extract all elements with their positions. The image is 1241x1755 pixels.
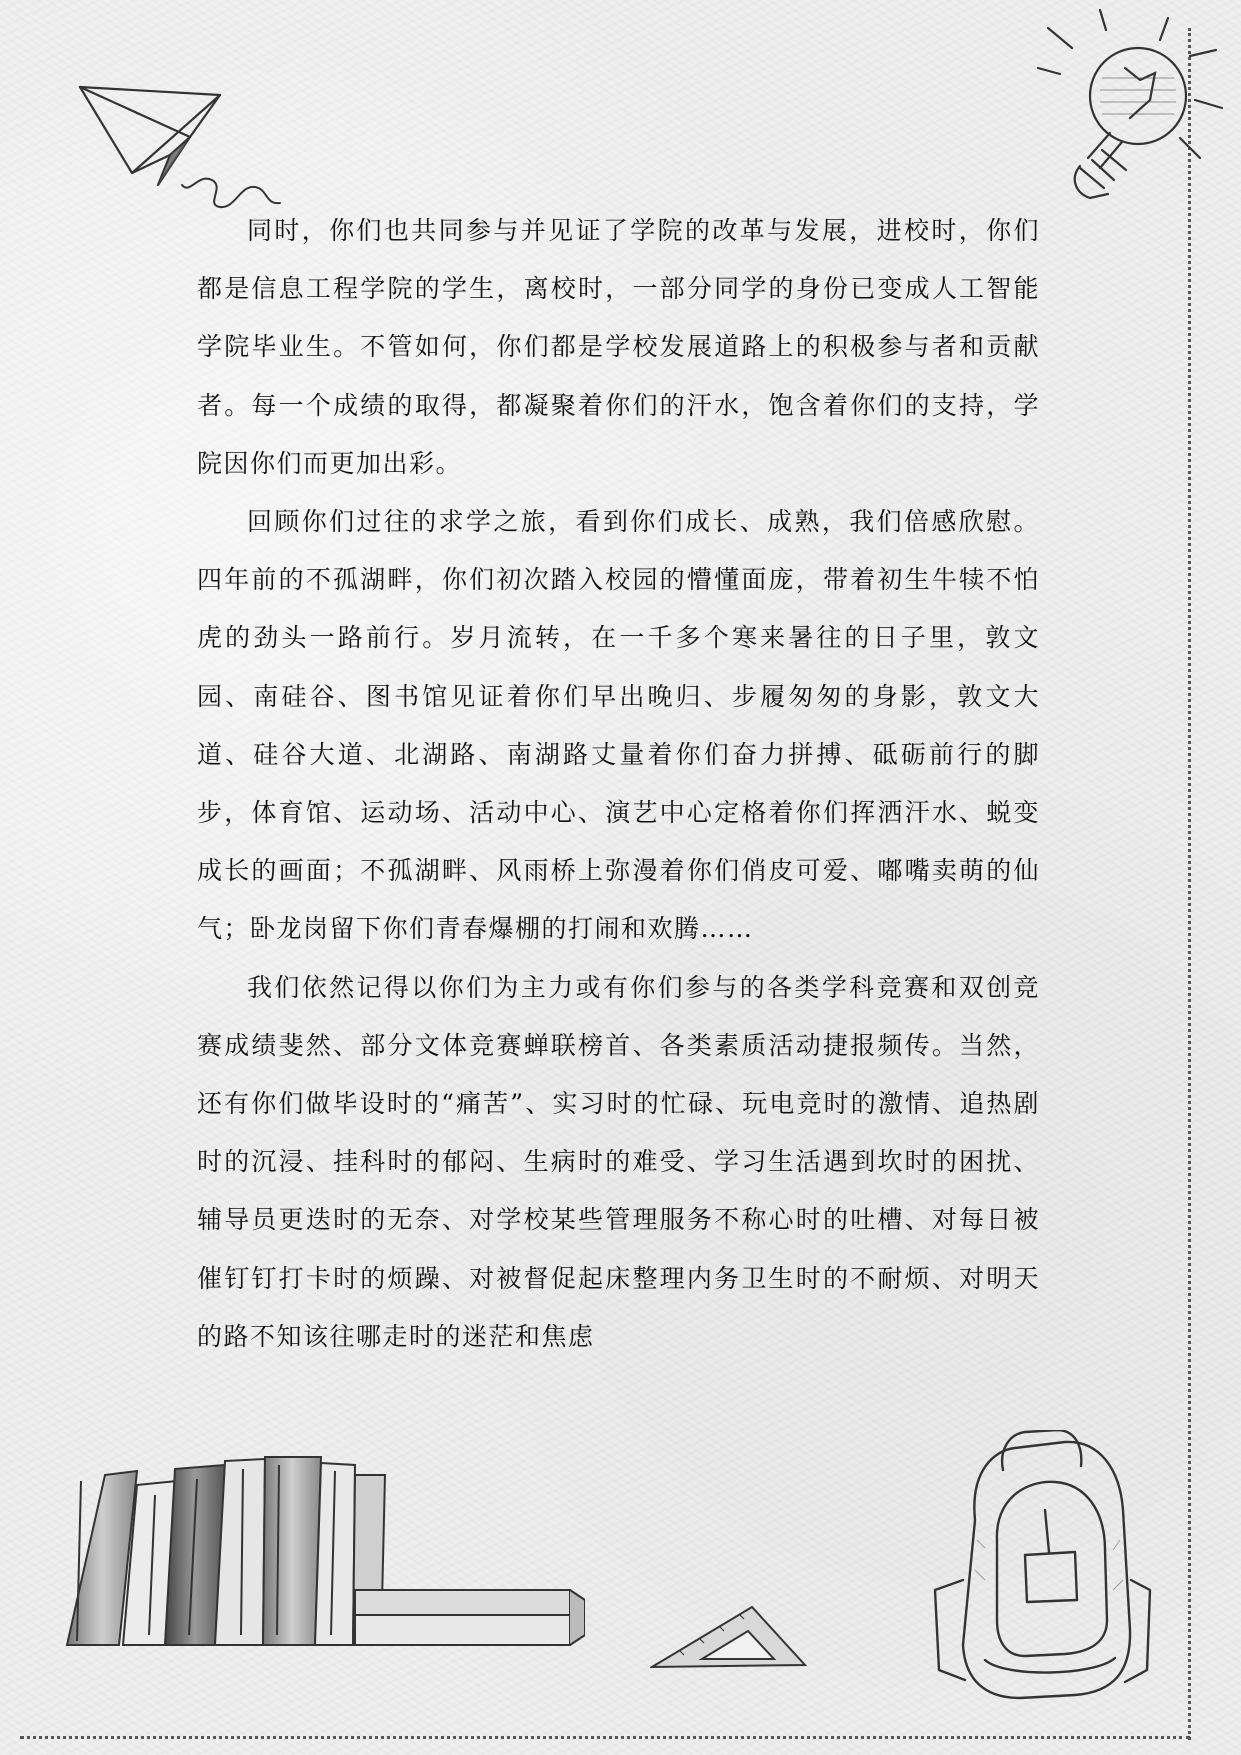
- letter-body: [197, 202, 1040, 1366]
- backpack-icon: [925, 1430, 1160, 1710]
- set-square-icon: [650, 1605, 810, 1670]
- paper-plane-icon: [70, 75, 300, 215]
- dotted-border-bottom: [20, 1736, 1190, 1739]
- dotted-border-right: [1188, 28, 1191, 1740]
- light-bulb-icon: [1030, 8, 1230, 218]
- books-icon: [65, 1455, 585, 1650]
- paragraph: 同时，你们也共同参与并见证了学院的改革与发展，进校时，你们都是信息工程学院的学生，离校时，一部分同学的身份已变成人工智能学院毕业生。不管如何，你们都是学校发展道路上的积极参与者和贡献者。每一个成绩的取得，都凝聚着你们的汗水，饱含着你们的支持，学院因你们而更加出彩。: [197, 216, 1040, 478]
- paragraph: 我们依然记得以你们为主力或有你们参与的各类学科竞赛和双创竞赛成绩斐然、部分文体竞赛蝉联榜首、各类素质活动捷报频传。当然，还有你们做毕设时的“痛苦”、实习时的忙碌、玩电竞时的激情、追热剧时的沉浸、挂科时的郁闷、生病时的难受、学习生活遇到坎时的困扰、辅导员更迭时的无奈、对学校某些管理服务不称心时的吐槽、对每日被催钉钉打卡时的烦躁、对被督促起床整理内务卫生时的不耐烦、对明天的路不知该往哪走时的迷茫和焦虑: [197, 972, 1040, 1351]
- paragraph: 回顾你们过往的求学之旅，看到你们成长、成熟，我们倍感欣慰。四年前的不孤湖畔，你们初次踏入校园的懵懂面庞，带着初生牛犊不怕虎的劲头一路前行。岁月流转，在一千多个寒来暑往的日子里，敦文园、南硅谷、图书馆见证着你们早出晚归、步履匆匆的身影，敦文大道、硅谷大道、北湖路、南湖路丈量着你们奋力拼搏、砥砺前行的脚步，体育馆、运动场、活动中心、演艺中心定格着你们挥洒汗水、蜕变成长的画面；不孤湖畔、风雨桥上弥漫着你们俏皮可爱、嘟嘴卖萌的仙气；卧龙岗留下你们青春爆棚的打闹和欢腾……: [197, 507, 1040, 944]
